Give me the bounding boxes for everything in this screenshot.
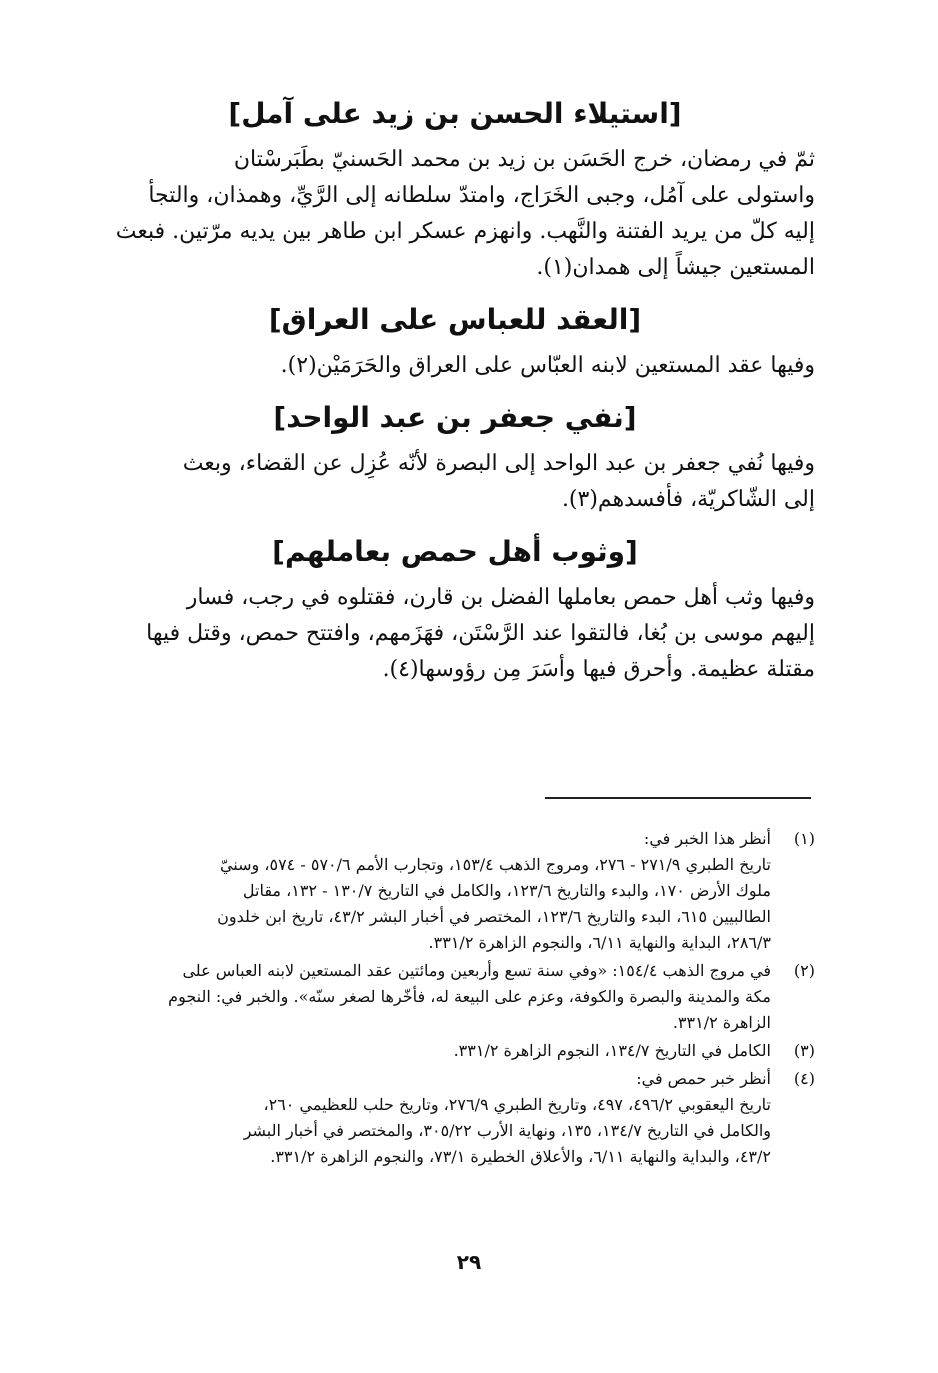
footnote-line: ٤٣/٢، والبداية والنهاية ٦/١١، والأعلاق الخطيرة ٧٣/١، والنجوم الزاهرة ٣٣١/٢. [270, 1147, 771, 1166]
text-line: ثمّ في رمضان، خرج الحَسَن بن زيد بن محمد الحَسنيّ بطَبَرسْتان [233, 147, 815, 172]
main-text [95, 92, 815, 700]
paragraph-abbas [95, 348, 815, 384]
footnote-number: (١) [793, 829, 815, 848]
text-line: وفيها عقد المستعين لابنه العبّاس على العراق والحَرَمَيْن(٢). [280, 353, 815, 378]
text-line: واستولى على آمُل، وجبى الخَرَاج، وامتدّ سلطانه إلى الرَّيِّ، وهمذان، والتجأ [148, 183, 815, 208]
footnote-3 [95, 1038, 815, 1064]
footnote-line: ملوك الأرض ١٧٠، والبدء والتاريخ ١٢٣/٦، والكامل في التاريخ ١٣٠/٧ - ١٣٢، مقاتل [242, 881, 771, 900]
section-heading-homs: [وثوب أهل حمص بعاملهم] [272, 535, 638, 568]
text-line: إليهم موسى بن بُغا، فالتقوا عند الرَّسْتَن، فهَزَمهم، وافتتح حمص، وقتل فيها [146, 621, 815, 646]
footnote-text [95, 1066, 771, 1170]
paragraph-hasan [95, 142, 815, 286]
footnote-line: أنظر خبر حمص في: [636, 1069, 771, 1088]
footnote-text [95, 826, 771, 956]
footnote-2 [95, 958, 815, 1036]
text-line: إليه كلّ من يريد الفتنة والنَّهب. وانهزم عسكر ابن طاهر بين يديه مرّتين. فبعث [115, 219, 815, 244]
section-heading-abbas: [العقد للعباس على العراق] [268, 303, 642, 336]
footnote-line: تاريخ الطبري ٢٧١/٩ - ٢٧٦، ومروج الذهب ١٥٣/٤، وتجارب الأمم ٥٧٠/٦ - ٥٧٤، وسنيّ [219, 855, 771, 874]
section-heading-hasan: [استيلاء الحسن بن زيد على آمل] [228, 97, 682, 130]
footnote-number: (٣) [793, 1041, 815, 1060]
text-line: المستعين جيشاً إلى همدان(١). [536, 255, 815, 280]
footnote-number: (٢) [793, 961, 815, 980]
paragraph-homs [95, 580, 815, 688]
footnote-number: (٤) [793, 1069, 815, 1088]
footnote-text [95, 958, 771, 1036]
text-line: مقتلة عظيمة. وأحرق فيها وأسَرَ مِن رؤوسها(٤). [382, 657, 815, 682]
footnote-4 [95, 1066, 815, 1170]
paragraph-jafar [95, 446, 815, 518]
footnotes [95, 826, 815, 1172]
footnote-line: ٢٨٦/٣، البداية والنهاية ٦/١١، والنجوم الزاهرة ٣٣١/٢. [428, 933, 771, 952]
footnote-line: مكة والمدينة والبصرة والكوفة، وعزم على البيعة له، فأخّرها لصغر سنّه». والخبر في: النجوم [168, 987, 771, 1006]
text-line: وفيها وثب أهل حمص بعاملها الفضل بن قارن، فقتلوه في رجب، فسار [186, 585, 815, 610]
text-line: وفيها نُفي جعفر بن عبد الواحد إلى البصرة لأنّه عُزِل عن القضاء، وبعث [182, 451, 815, 476]
footnote-text [95, 1038, 771, 1064]
text-line: إلى الشّاكريّة، فأفسدهم(٣). [561, 487, 815, 512]
footnote-divider [545, 797, 811, 799]
page-number: ٢٩ [456, 1250, 482, 1274]
footnote-line: في مروج الذهب ١٥٤/٤: «وفي سنة تسع وأربعين ومائتين عقد المستعين لابنه العباس على [182, 961, 771, 980]
footnote-line: والكامل في التاريخ ١٣٤/٧، ١٣٥، ونهاية الأرب ٣٠٥/٢٢، والمختصر في أخبار البشر [243, 1121, 771, 1140]
footnote-line: أنظر هذا الخبر في: [643, 829, 771, 848]
footnote-line: الزاهرة ٣٣١/٢. [672, 1013, 771, 1032]
footnote-line: تاريخ اليعقوبي ٤٩٦/٢، ٤٩٧، وتاريخ الطبري ٢٧٦/٩، وتاريخ حلب للعظيمي ٢٦٠، [263, 1095, 771, 1114]
footnote-line: الطالبيين ٦١٥، البدء والتاريخ ١٢٣/٦، المختصر في أخبار البشر ٤٣/٢، تاريخ ابن خلدون [217, 907, 771, 926]
footnote-1 [95, 826, 815, 956]
section-heading-jafar: [نفي جعفر بن عبد الواحد] [273, 401, 637, 434]
footnote-line: الكامل في التاريخ ١٣٤/٧، النجوم الزاهرة ٣٣١/٢. [453, 1041, 771, 1060]
